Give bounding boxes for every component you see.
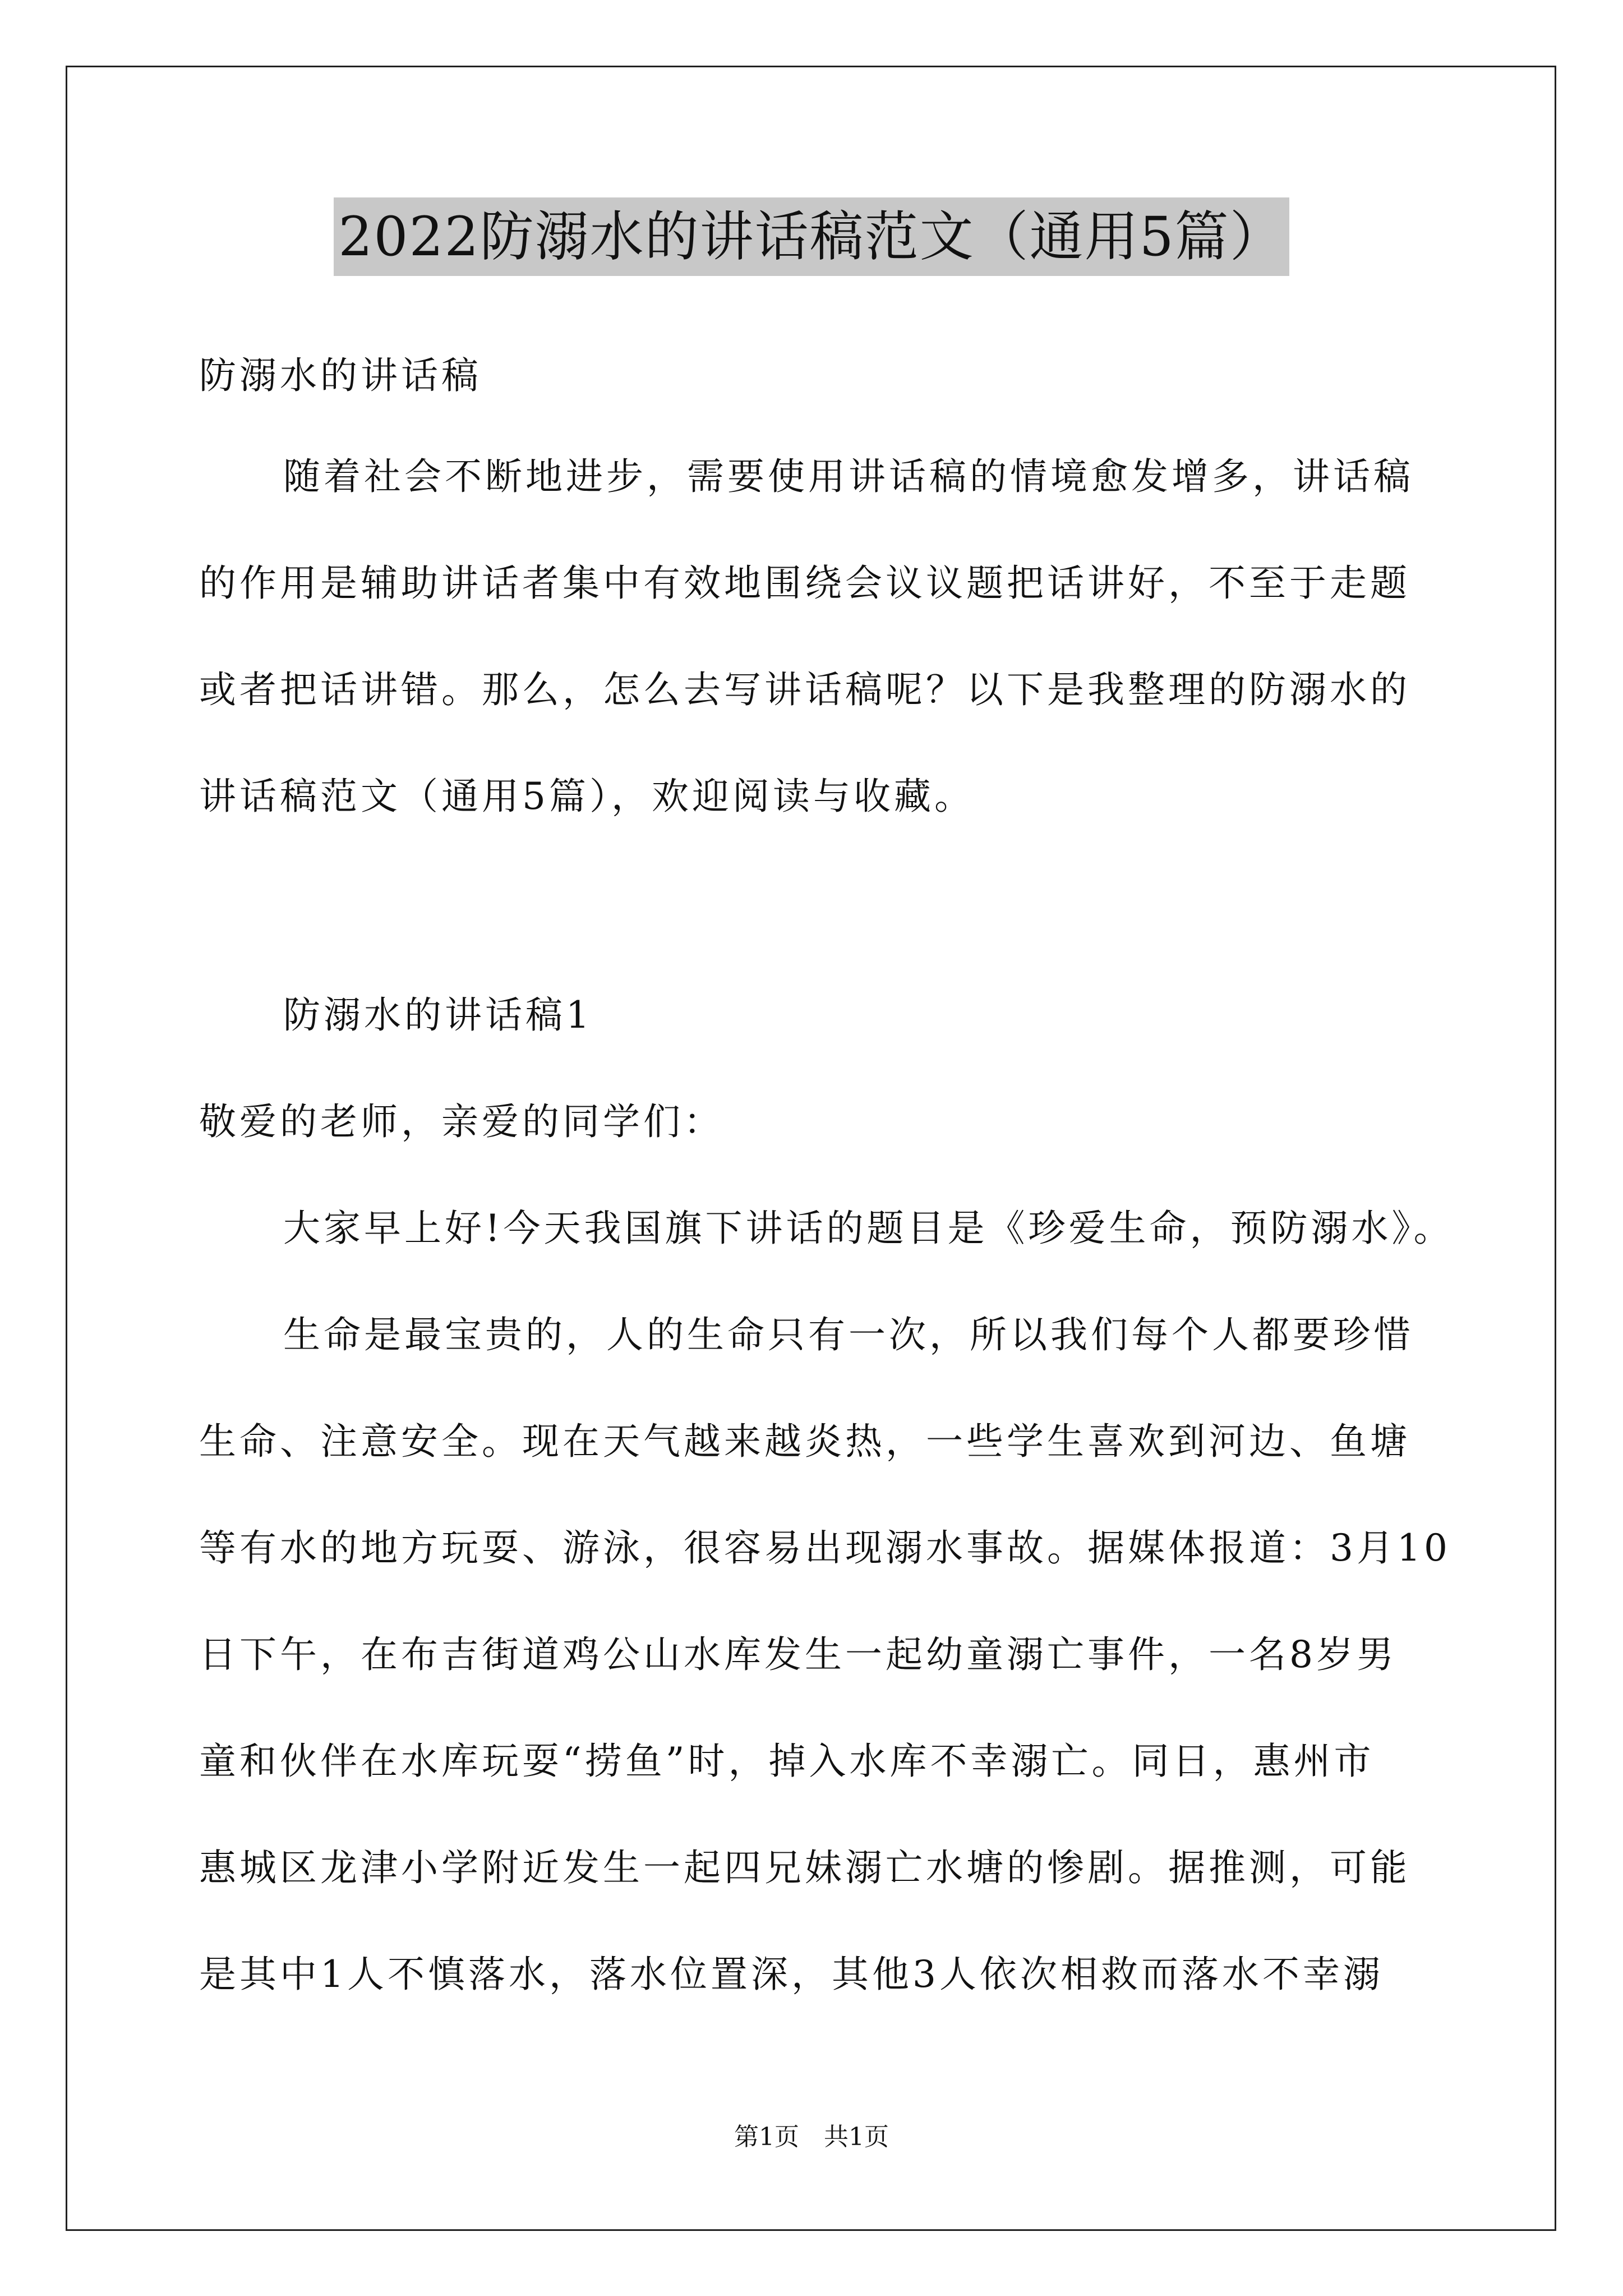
paragraph-line: 生命、注意安全。现在天气越来越炎热，一些学生喜欢到河边、鱼塘 (199, 1420, 1410, 1463)
paragraph-line: 是其中1人不慎落水，落水位置深，其他3人依次相救而落水不幸溺 (199, 1953, 1384, 1996)
section-heading: 防溺水的讲话稿 (199, 354, 482, 397)
speech-heading: 防溺水的讲话稿1 (283, 993, 593, 1037)
paragraph-line: 随着社会不断地进步，需要使用讲话稿的情境愈发增多，讲话稿 (283, 455, 1414, 498)
page-footer: 第1页 共1页 (734, 2123, 889, 2151)
paragraph-line: 日下午，在布吉街道鸡公山水库发生一起幼童溺亡事件，一名8岁男 (199, 1633, 1397, 1676)
paragraph-line: 等有水的地方玩耍、游泳，很容易出现溺水事故。据媒体报道：3月10 (199, 1526, 1451, 1570)
paragraph-line: 生命是最宝贵的，人的生命只有一次，所以我们每个人都要珍惜 (283, 1313, 1414, 1356)
paragraph-line: 或者把话讲错。那么，怎么去写讲话稿呢？以下是我整理的防溺水的 (199, 668, 1410, 711)
document-title: 2022防溺水的讲话稿范文（通用5篇） (334, 197, 1289, 276)
paragraph-line: 童和伙伴在水库玩耍“捞鱼”时，掉入水库不幸溺亡。同日，惠州市 (199, 1740, 1375, 1783)
paragraph-line: 的作用是辅助讲话者集中有效地围绕会议议题把话讲好，不至于走题 (199, 562, 1410, 605)
paragraph-line: 惠城区龙津小学附近发生一起四兄妹溺亡水塘的惨剧。据推测，可能 (199, 1846, 1410, 1889)
title-container (0, 197, 1623, 276)
paragraph-line: 讲话稿范文（通用5篇），欢迎阅读与收藏。 (199, 775, 975, 818)
paragraph-line: 大家早上好!今天我国旗下讲话的题目是《珍爱生命，预防溺水》。 (283, 1207, 1454, 1250)
salutation: 敬爱的老师，亲爱的同学们： (199, 1100, 724, 1143)
